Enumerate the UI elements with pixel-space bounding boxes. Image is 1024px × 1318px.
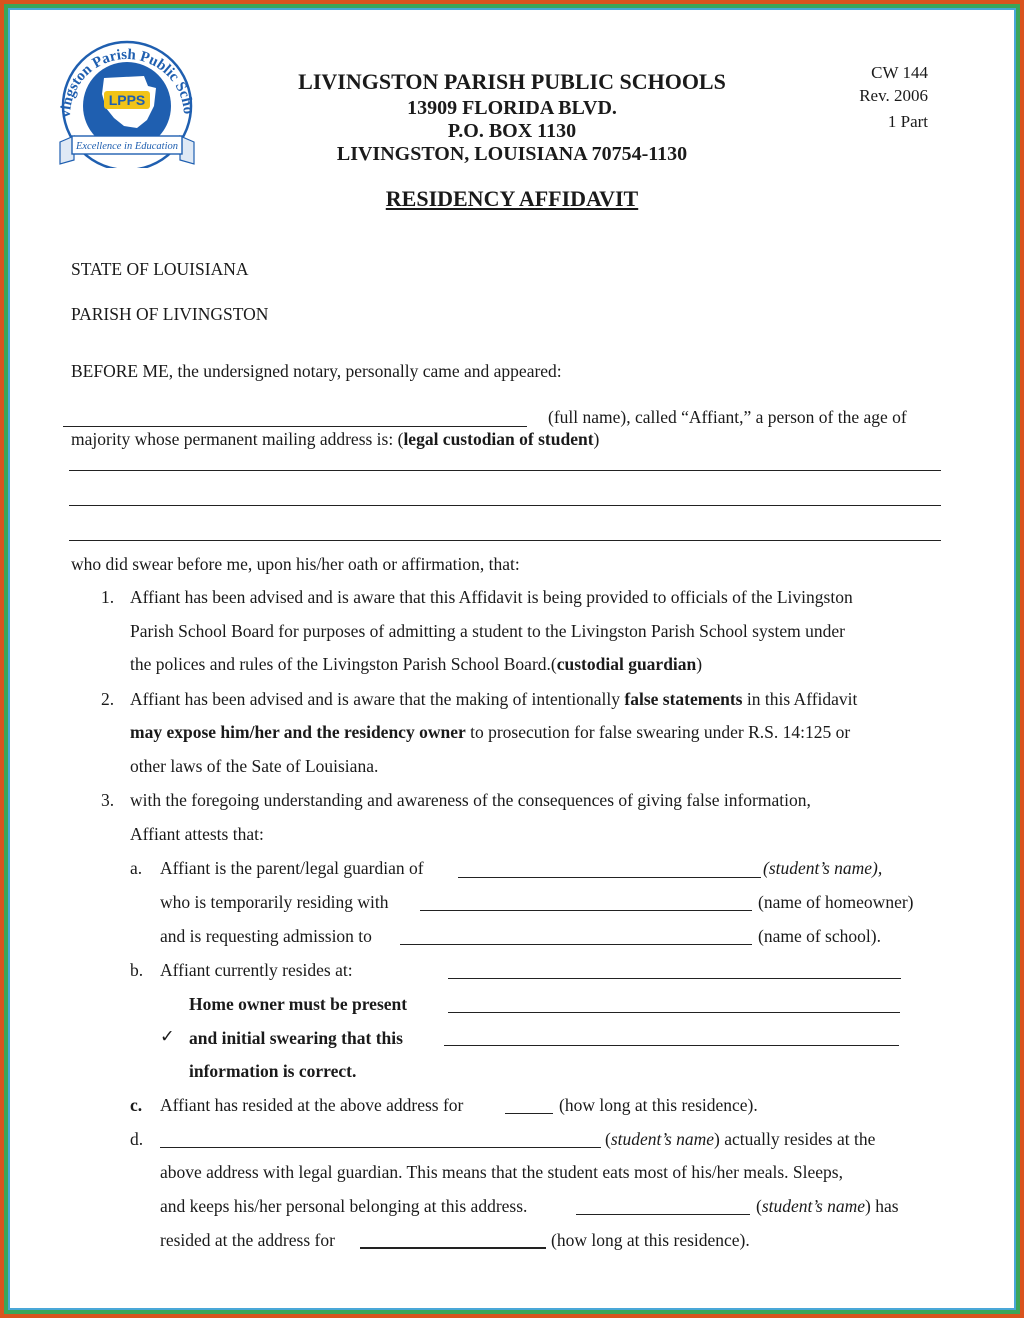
sub-a-line-3-text: and is requesting admission to (160, 926, 372, 946)
item-3-line-2: Affiant attests that: (130, 824, 264, 844)
sub-d-line-4-suffix: (how long at this residence). (551, 1230, 750, 1250)
swear-text: who did swear before me, upon his/her oath or affirmation, that: (71, 554, 520, 574)
full-name-field[interactable] (63, 426, 527, 427)
sub-d-line-1-suffix: (student’s name) actually resides at the (605, 1129, 876, 1149)
sub-a-line-1-suffix: (student’s name), (763, 858, 883, 878)
item-3-number: 3. (101, 790, 115, 810)
sub-d-label: d. (130, 1129, 144, 1149)
address-field-3[interactable] (69, 540, 941, 541)
student-name-field[interactable] (458, 877, 761, 878)
item-2-number: 2. (101, 689, 115, 709)
address-line-1: 13909 FLORIDA BLVD. (407, 97, 617, 119)
svg-text:Excellence in Education: Excellence in Education (75, 141, 179, 152)
sub-a-line-2-text: who is temporarily residing with (160, 892, 389, 912)
sub-b-label: b. (130, 960, 144, 980)
document-title: RESIDENCY AFFIDAVIT (385, 186, 639, 211)
address-line-3: LIVINGSTON, LOUISIANA 70754-1130 (336, 143, 688, 165)
information-correct-note: information is correct. (189, 1061, 357, 1081)
sub-c-line-1-text: Affiant has resided at the above address for (160, 1095, 464, 1115)
school-name: LIVINGSTON PARISH PUBLIC SCHOOLS (298, 69, 726, 94)
initial-swearing-note: and initial swearing that this (189, 1028, 403, 1048)
residence-duration-field[interactable] (505, 1113, 553, 1114)
item-1-number: 1. (101, 587, 115, 607)
parish-line: PARISH OF LIVINGSTON (71, 304, 269, 324)
sub-a-label: a. (130, 858, 143, 878)
homeowner-present-note: Home owner must be present (189, 994, 408, 1014)
sub-c-label: c. (130, 1095, 143, 1115)
form-part: 1 Part (887, 112, 928, 131)
address-field-1[interactable] (69, 470, 941, 471)
item-3-line-1: with the foregoing understanding and awareness of the consequences of giving false information, (130, 790, 811, 810)
sub-a-line-2-suffix: (name of homeowner) (758, 892, 914, 912)
sub-c-line-1-suffix: (how long at this residence). (559, 1095, 758, 1115)
sub-a-line-1-text: Affiant is the parent/legal guardian of (160, 858, 424, 878)
item-2-line-1: Affiant has been advised and is aware that the making of intentionally false statements in this Affidavit (130, 689, 858, 709)
item-1-line-1: Affiant has been advised and is aware that this Affidavit is being provided to officials of the Livingston (130, 587, 853, 607)
svg-text:Livingston Parish Public Schoo: vingston Parish Public Scho (57, 46, 197, 118)
item-2-line-2: may expose him/her and the residency owner to prosecution for false swearing under R.S. 14:125 or (130, 722, 851, 742)
state-line: STATE OF LOUISIANA (71, 259, 249, 279)
student-name-field-3[interactable] (576, 1214, 750, 1215)
sub-a-line-3-suffix: (name of school). (758, 926, 881, 946)
sub-d-line-3-suffix: (student’s name) has (756, 1196, 899, 1216)
school-name-field[interactable] (400, 944, 752, 945)
residence-address-field-2[interactable] (448, 1012, 900, 1013)
residence-address-field-1[interactable] (448, 978, 901, 979)
sub-d-line-2: above address with legal guardian. This means that the student eats most of his/her meals. Sleeps, (160, 1162, 843, 1182)
sub-d-line-3-text: and keeps his/her personal belonging at this address. (160, 1196, 528, 1216)
full-name-caption: (full name), called “Affiant,” a person of the age of (548, 407, 907, 427)
item-2-line-3: other laws of the Sate of Louisiana. (130, 756, 379, 776)
address-field-2[interactable] (69, 505, 941, 506)
sub-d-line-4-text: resided at the address for (160, 1230, 335, 1250)
majority-text: majority whose permanent mailing address is: (legal custodian of student) (71, 429, 600, 449)
form-revision: Rev. 2006 (859, 86, 928, 105)
before-me-text: BEFORE ME, the undersigned notary, personally came and appeared: (71, 361, 562, 381)
residence-address-field-3[interactable] (444, 1045, 899, 1046)
sub-b-line-1-text: Affiant currently resides at: (160, 960, 353, 980)
item-1-line-2: Parish School Board for purposes of admitting a student to the Livingston Parish School system under (130, 621, 845, 641)
student-duration-field[interactable] (360, 1247, 546, 1249)
form-code: CW 144 (871, 63, 928, 82)
check-icon: ✓ (160, 1026, 175, 1046)
svg-text:LPPS: LPPS (108, 92, 146, 108)
item-1-line-3: the polices and rules of the Livingston Parish School Board.(custodial guardian) (130, 654, 703, 674)
address-line-2: P.O. BOX 1130 (447, 120, 577, 142)
homeowner-name-field[interactable] (420, 910, 752, 911)
student-name-field-2[interactable] (160, 1147, 601, 1148)
lpps-logo-icon (52, 36, 202, 168)
